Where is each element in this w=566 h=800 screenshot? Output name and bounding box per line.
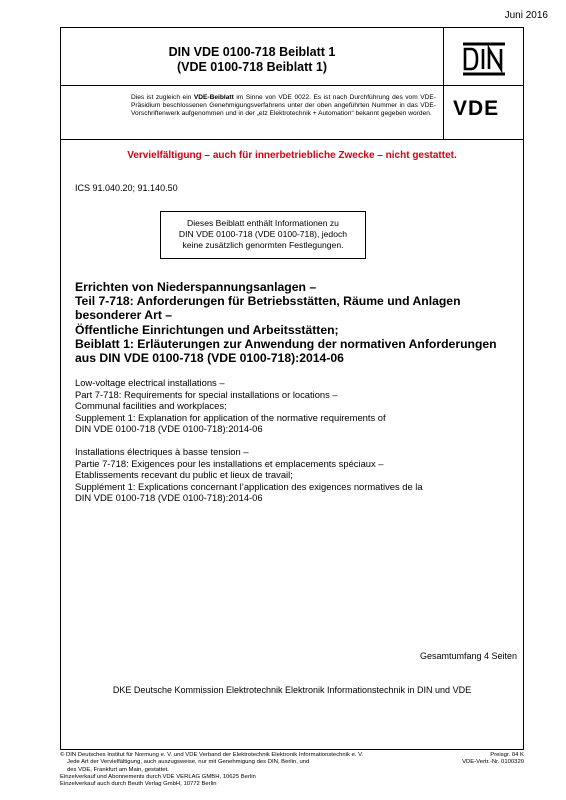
din-logo	[461, 42, 507, 76]
copy-warning: Vervielfältigung – auch für innerbetriebliche Zwecke – nicht gestattet.	[127, 150, 457, 161]
price-footer	[462, 752, 524, 767]
english-title	[75, 377, 515, 435]
title-line: Communal facilities and workplaces;	[75, 400, 227, 412]
french-title	[75, 446, 515, 504]
dke-line: DKE Deutsche Kommission Elektrotechnik Elektronik Informationstechnik in DIN und VDE	[112, 685, 472, 695]
info-line: DIN VDE 0100-718 (VDE 0100-718), jedoch	[178, 229, 348, 239]
info-line: Dieses Beiblatt enthält Informationen zu	[187, 218, 339, 228]
footer-line: Jede Art der Vervielfältigung, auch auszugsweise, nur mit Genehmigung des DIN, Berlin, und	[67, 759, 310, 766]
ics-codes: ICS 91.040.20; 91.140.50	[75, 183, 178, 193]
notice-text-rest: im Sinne von VDE 0022. Es ist nach Durchführung des vom VDE-Präsidium beschlossenen Genehmigungsverfahrens unter der oben angeführten Nummer in das VDE-Vorschriftenwerk aufgenommen und in der „etz Elektrotechnik + Automation“ bekannt gegeben worden.	[131, 94, 436, 118]
footer-line: Einzelverkauf auch durch Beuth Verlag GmbH, 10772 Berlin	[60, 781, 217, 788]
copyright-footer	[60, 752, 400, 788]
title-line: Installations électriques à basse tension –	[75, 446, 249, 457]
title-line: Part 7-718: Requirements for special installations or locations –	[75, 388, 338, 400]
notice-text: Dies ist zugleich ein	[131, 94, 194, 101]
cover-frame	[60, 27, 524, 750]
german-title	[75, 280, 515, 365]
total-pages: Gesamtumfang 4 Seiten	[419, 651, 517, 661]
title-line: Low-voltage electrical installations –	[75, 377, 225, 388]
title-line: Supplement 1: Explanation for application of the normative requirements of	[75, 411, 386, 423]
info-line: keine zusätzlich genormten Festlegungen.	[182, 240, 344, 250]
notice-bold: VDE-Beiblatt	[193, 94, 234, 101]
document-number-vde: (VDE 0100-718 Beiblatt 1)	[176, 60, 328, 74]
footer-line: des VDE, Frankfurt am Main, gestattet.	[67, 766, 169, 773]
title-line: aus DIN VDE 0100-718 (VDE 0100-718):2014-06	[75, 351, 344, 366]
title-line: Öffentliche Einrichtungen und Arbeitsstätten;	[75, 322, 339, 337]
title-line: Teil 7-718: Anforderungen für Betriebsstätten, Räume und Anlagen	[75, 294, 461, 309]
title-line: DIN VDE 0100-718 (VDE 0100-718):2014-06	[75, 423, 263, 435]
title-line: Beiblatt 1: Erläuterungen zur Anwendung der normativen Anforderungen	[75, 336, 497, 351]
vde-logo: VDE	[453, 97, 500, 120]
document-number: DIN VDE 0100-718 Beiblatt 1	[168, 45, 336, 59]
vde-notice	[131, 94, 436, 119]
price-group: Preisgr. 04 K	[490, 752, 524, 758]
vde-order-number: VDE-Vertr.-Nr. 0100320	[462, 759, 524, 766]
title-line: Errichten von Niederspannungsanlagen –	[75, 280, 317, 294]
info-box	[160, 211, 366, 259]
title-line: Supplément 1: Explications concernant l’application des exigences normatives de la	[75, 480, 423, 492]
title-line: Etablissements recevant du public et lieux de travail;	[75, 469, 293, 481]
publication-date: Juni 2016	[504, 10, 548, 21]
header-divider	[61, 85, 523, 86]
title-line: besonderer Art –	[75, 308, 173, 323]
notice-divider	[61, 139, 523, 140]
document-title	[61, 45, 443, 75]
footer-line: Einzelverkauf und Abonnements durch VDE VERLAG GMBH, 10625 Berlin	[60, 773, 256, 780]
logo-column-divider	[443, 28, 444, 139]
title-line: DIN VDE 0100-718 (VDE 0100-718):2014-06	[75, 492, 263, 504]
title-line: Partie 7-718: Exigences pour les installations et emplacements spéciaux –	[75, 457, 384, 469]
footer-line: © DIN Deutsches Institut für Normung e. V. und VDE Verband der Elektrotechnik Elektronik Informationstechnik e. V.	[60, 752, 364, 758]
